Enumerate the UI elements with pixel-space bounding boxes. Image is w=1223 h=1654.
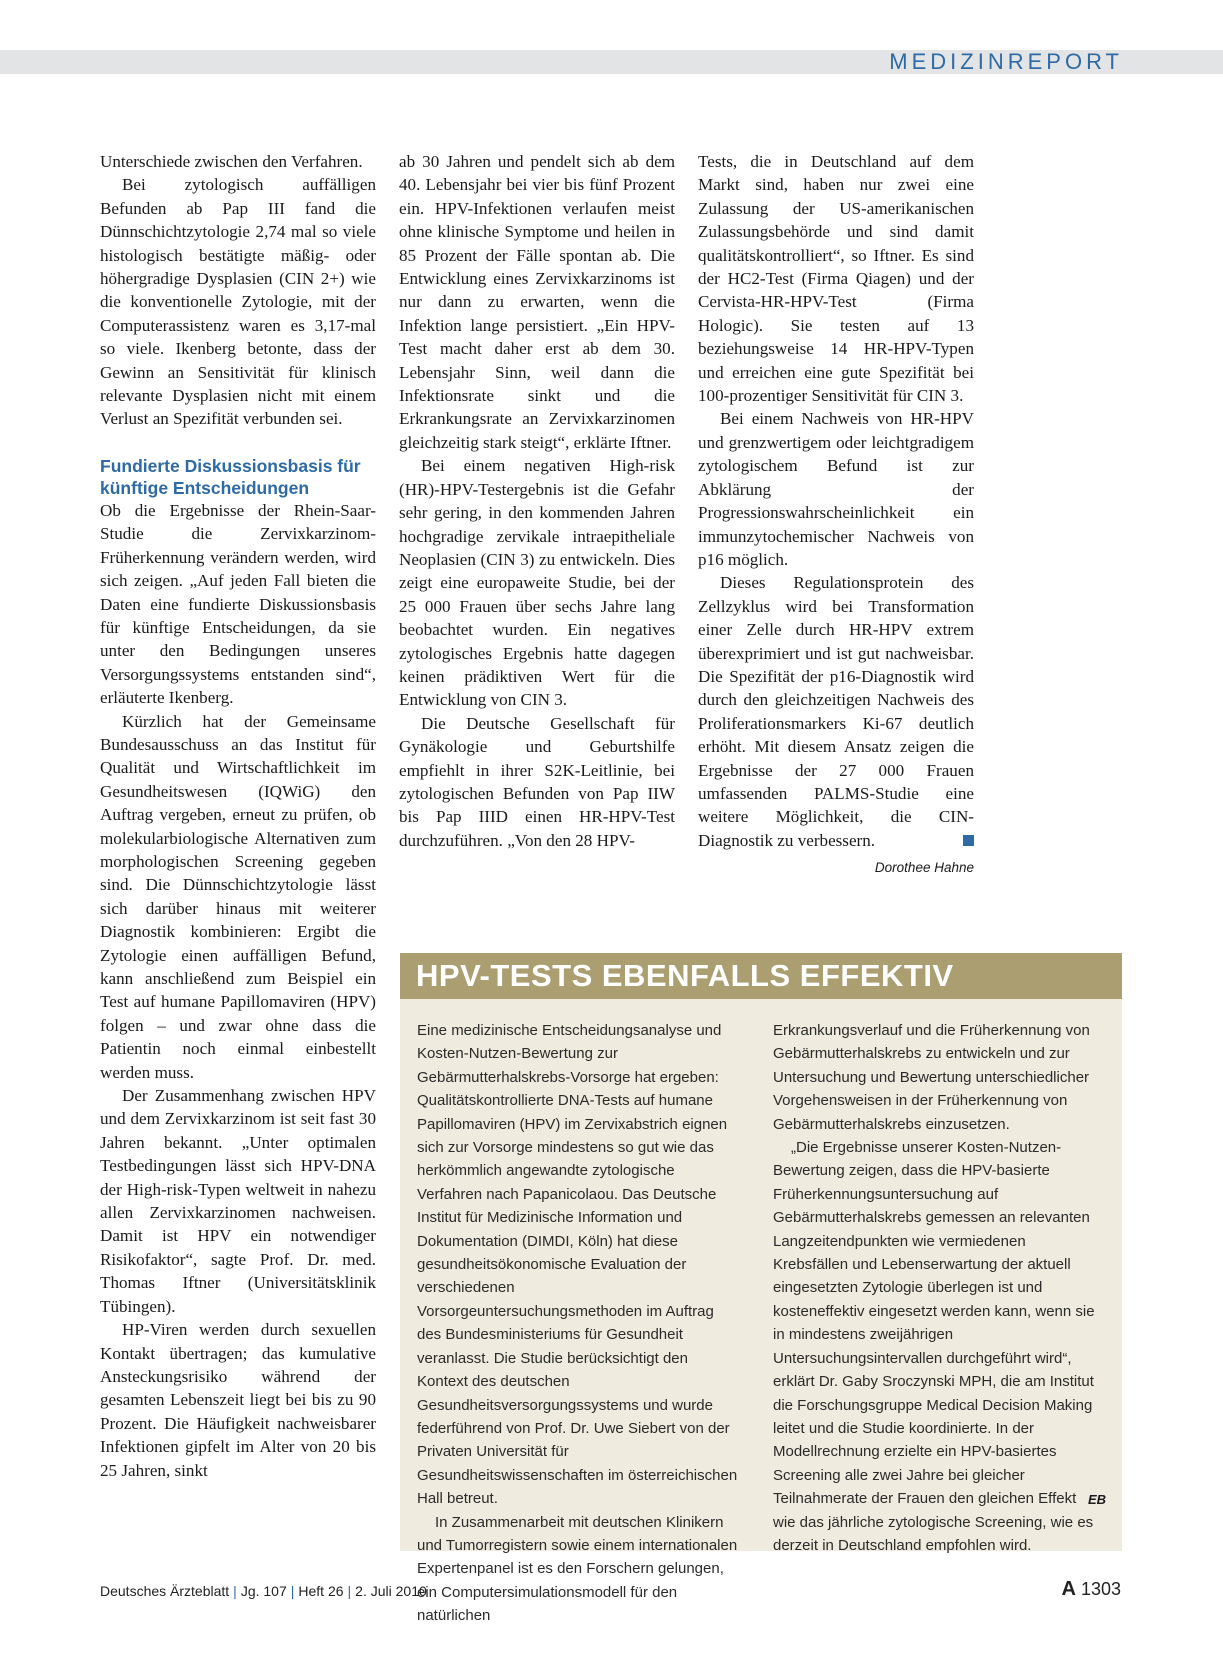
box-author: EB (1087, 1492, 1106, 1507)
box-column-2 (773, 1019, 1098, 1557)
issue: Heft 26 (298, 1583, 344, 1599)
box-title: HPV-TESTS EBENFALLS EFFEKTIV (400, 953, 1122, 999)
separator: | (290, 1583, 295, 1599)
paragraph: Unterschiede zwischen den Verfahren. (100, 152, 363, 171)
paragraph: Tests, die in Deutschland auf dem Markt sind, haben nur zwei eine Zulassung der US-amerikanischen Zulassungsbehörde und sind damit qualitätskontrolliert“, so Iftner. Es sind der HC2-Test (Firma Qiagen) und der Cervista-HR-HPV-Test (Firma Hologic). Sie testen auf 13 beziehungsweise 14 HR-HPV-Typen und erreichen eine gute Spezifität bei 100-prozentiger Sensitivität für CIN 3. (698, 152, 974, 406)
paragraph: Eine medizinische Entscheidungsanalyse und Kosten-Nutzen-Bewertung zur Gebärmutterhalskrebs-Vorsorge hat ergeben: Qualitätskontrollierte DNA-Tests auf humane Papillomaviren (HPV) im Zervixabstrich eignen sich zur Vorsorge mindestens so gut wie das herkömmlich angewandte zytologische Verfahren nach Papanicolaou. Das Deutsche Institut für Medizinische Information und Dokumentation (DIMDI, Köln) hat diese gesundheitsökonomische Evaluation der verschiedenen Vorsorgeuntersuchungsmethoden im Auftrag des Bundesministeriums für Gesundheit veranlasst. Die Studie berücksichtigt den Kontext des deutschen Gesundheitsversorgungssystems und wurde federführend von Prof. Dr. Uwe Siebert von der Privaten Universität für Gesundheitswissenschaften im österreichischen Hall betreut. (417, 1022, 738, 1508)
paragraph: Bei einem negativen High-risk (HR)-HPV-Testergebnis ist die Gefahr sehr gering, in den kommenden Jahren hochgradige zervikale intraepitheliale Neoplasien (CIN 3) zu entwickeln. Dies zeigt eine europaweite Studie, bei der 25 000 Frauen über sechs Jahre lang beobachtet wurden. Ein negatives zytologisches Ergebnis hatte dagegen keinen prädiktiven Wert für die Entwicklung von CIN 3. (399, 456, 675, 710)
date: 2. Juli 2010 (355, 1583, 427, 1599)
separator: | (233, 1583, 237, 1599)
subheading: Fundierte Diskussionsbasis für künftige Entscheidungen (100, 455, 361, 498)
author-byline: Dorothee Hahne (874, 860, 974, 876)
page-number-value: 1303 (1080, 1579, 1121, 1599)
page-number (1061, 1578, 1121, 1601)
box-column-1 (417, 1019, 742, 1628)
paragraph: ab 30 Jahren und pendelt sich ab dem 40. Lebensjahr bei vier bis fünf Prozent ein. HPV-Infektionen verlaufen meist ohne klinische Symptome und heilen in 85 Prozent der Fälle spontan ab. Die Entwicklung eines Zervixkarzinoms ist nur dann zu erwarten, wenn die Infektion lange persistiert. „Ein HPV-Test macht daher erst ab dem 30. Lebensjahr Sinn, weil dann die Infektionsrate sinkt und die Erkrankungsrate an Zervixkarzinomen gleichzeitig stark steigt“, erklärte Iftner. (399, 152, 675, 452)
paragraph: Bei einem Nachweis von HR-HPV und grenzwertigem oder leichtgradigem zytologischem Befund ist zur Abklärung der Progressionswahrscheinlichkeit ein immunzytochemischer Nachweis von p16 möglich. (698, 409, 974, 569)
volume: Jg. 107 (240, 1583, 287, 1599)
paragraph: Die Deutsche Gesellschaft für Gynäkologie und Geburtshilfe empfiehlt in ihrer S2K-Leitlinie, bei zytologischen Befunden von Pap IIW bis Pap IIID einen HR-HPV-Test durchzuführen. „Von den 28 HPV- (399, 713, 675, 850)
journal-name: Deutsches Ärzteblatt (100, 1583, 230, 1599)
article-column-2 (399, 150, 675, 852)
paragraph: HP-Viren werden durch sexuellen Kontakt übertragen; das kumulative Ansteckungsrisiko während der gesamten Lebenszeit liegt bei bis zu 90 Prozent. Die Häufigkeit nachweisbarer Infektionen gipfelt im Alter von 20 bis 25 Jahren, sinkt (100, 1320, 376, 1480)
article-column-1 (100, 150, 376, 1482)
paragraph: „Die Ergebnisse unserer Kosten-Nutzen-Bewertung zeigen, dass die HPV-basierte Früherkennungsuntersuchung auf Gebärmutterhalskrebs gemessen an relevanten Langzeitendpunkten wie vermiedenen Krebsfällen und Lebenserwartung der aktuell eingesetzten Zytologie überlegen ist und kosteneffektiv eingesetzt werden kann, wenn sie in mindestens zweijährigen Untersuchungsintervallen durchgeführt wird“, erklärt Dr. Gaby Sroczynski MPH, die am Institut die Forschungsgruppe Medical Decision Making leitet und die Studie koordinierte. In der Modellrechnung erzielte ein HPV-basiertes Screening alle zwei Jahre bei gleicher Teilnahmerate der Frauen den gleichen Effekt wie das jährliche zytologische Screening, wie es derzeit in Deutschland empfohlen wird. (773, 1139, 1095, 1554)
footer (100, 1583, 427, 1599)
paragraph: Bei zytologisch auffälligen Befunden ab Pap III fand die Dünnschichtzytologie 2,74 mal so viele histologisch bestätigte mäßig- oder höhergradige Dysplasien (CIN 2+) wie die konventionelle Zytologie, mit der Computerassistenz waren es 3,17-mal so viele. Ikenberg betonte, dass der Gewinn an Sensitivität für klinisch relevante Dysplasien nicht mit einem Verlust an Spezifität verbunden sei. (100, 175, 376, 429)
paragraph: Kürzlich hat der Gemeinsame Bundesausschuss an das Institut für Qualität und Wirtschaftlichkeit im Gesundheitswesen (IQWiG) den Auftrag vergeben, erneut zu prüfen, ob molekularbiologische Alternativen zum morphologischen Screening gegeben sind. Die Dünnschichtzytologie lässt sich darüber hinaus mit weiterer Diagnostik kombinieren: Ergibt die Zytologie einen auffälligen Befund, kann anschließend zum Beispiel ein Test auf humane Papillomaviren (HPV) folgen – und zwar ohne dass die Patientin noch einmal einbestellt werden muss. (100, 711, 376, 1082)
paragraph: Der Zusammenhang zwischen HPV und dem Zervixkarzinom ist seit fast 30 Jahren bekannt. „Unter optimalen Testbedingungen lässt sich HPV-DNA der High-risk-Typen weltweit in nahezu allen Zervixkarzinomen nachweisen. Damit ist HPV ein notwendiger Risikofaktor“, sagte Prof. Dr. med. Thomas Iftner (Universitätsklinik Tübingen). (100, 1086, 376, 1316)
paragraph: In Zusammenarbeit mit deutschen Klinikern und Tumorregistern sowie einem internationalen Expertenpanel ist es den Forschern gelungen, ein Computersimulationsmodell für den natürlichen (417, 1513, 738, 1625)
paragraph-text: Dieses Regulationsprotein des Zellzyklus wird bei Transformation einer Zelle durch HR-HPV extrem überexprimiert und ist gut nachweisbar. Die Spezifität der p16-Diagnostik wird durch den gleichzeitigen Nachweis des Proliferationsmarkers Ki-67 deutlich erhöht. Mit diesem Ansatz zeigen die Ergebnisse der 27 000 Frauen umfassenden PALMS-Studie eine weitere Möglichkeit, die CIN-Diagnostik zu verbessern. (698, 573, 974, 850)
article-column-3 (698, 150, 974, 880)
separator: | (347, 1583, 352, 1599)
paragraph: Erkrankungsverlauf und die Früherkennung von Gebärmutterhalskrebs zu entwickeln und zur Untersuchung und Bewertung unterschiedlicher Vorgehensweisen in der Früherkennung von Gebärmutterhalskrebs einzusetzen. (773, 1022, 1090, 1133)
page-prefix: A (1061, 1578, 1076, 1600)
paragraph (698, 571, 974, 852)
end-mark-icon (963, 835, 974, 846)
paragraph: Ob die Ergebnisse der Rhein-Saar-Studie die Zervixkarzinom-Früherkennung verändern werden, wird sich zeigen. „Auf jeden Fall bieten die Daten eine fundierte Diskussionsbasis für künftige Entscheidungen, da sie unter den Bedingungen unseres Versorgungssystems entstanden sind“, erläuterte Ikenberg. (100, 500, 376, 708)
section-label: MEDIZINREPORT (889, 49, 1123, 74)
